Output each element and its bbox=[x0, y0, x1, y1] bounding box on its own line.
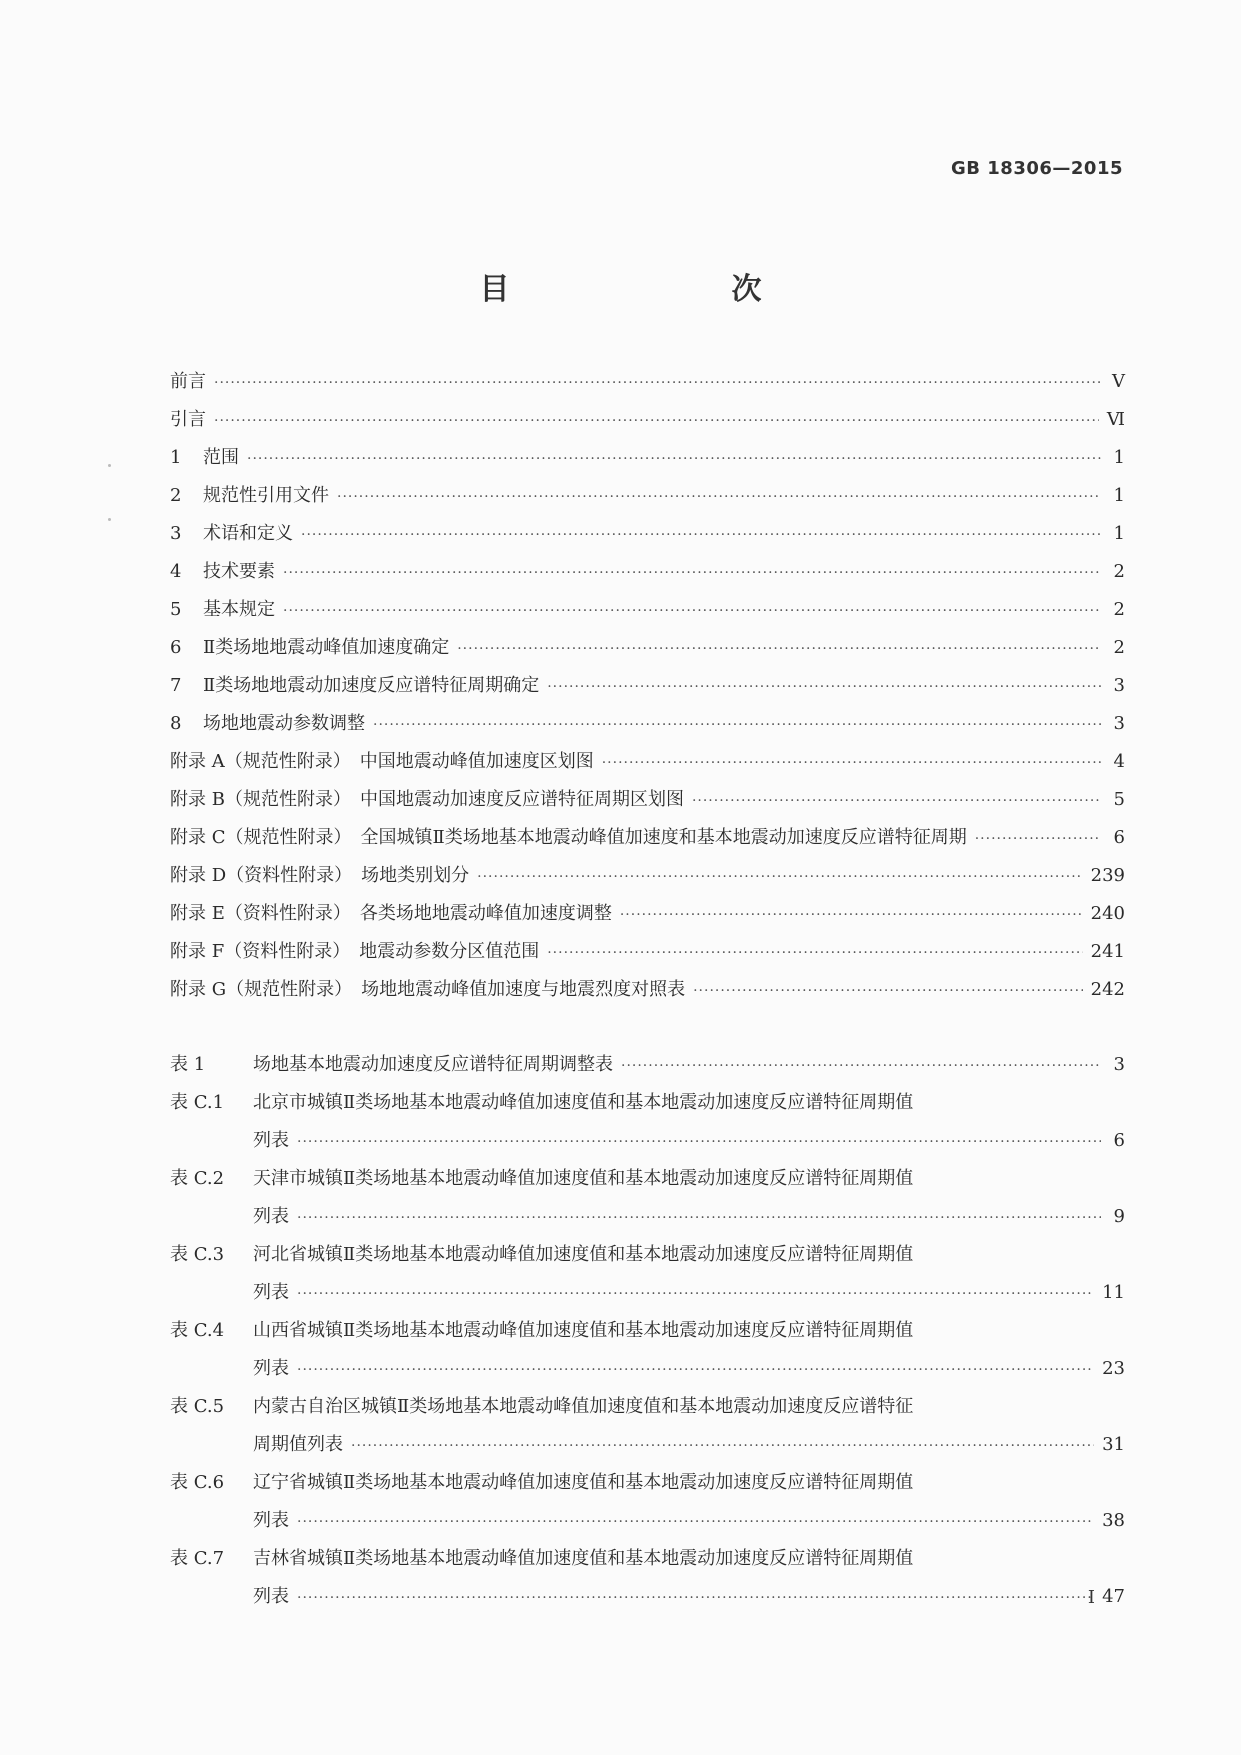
toc-entry[interactable] bbox=[170, 363, 1125, 401]
toc-entry-title: 术语和定义 bbox=[203, 523, 293, 544]
dot-leader bbox=[547, 934, 1082, 972]
table-entry-line bbox=[170, 1578, 1125, 1616]
table-entry-line bbox=[170, 1350, 1125, 1388]
toc-entry-page: 241 bbox=[1090, 941, 1125, 962]
dot-leader bbox=[297, 1199, 1101, 1237]
toc-entry-title: 附录 C（规范性附录） 全国城镇Ⅱ类场地基本地震动峰值加速度和基本地震动加速度反应谱特征周期 bbox=[170, 827, 967, 848]
toc-entry-page: 1 bbox=[1113, 485, 1125, 506]
dot-leader bbox=[337, 478, 1101, 516]
toc-entry[interactable] bbox=[170, 401, 1125, 439]
table-entry-line bbox=[170, 1160, 1125, 1198]
toc-entry-title: 场地地震动参数调整 bbox=[203, 713, 365, 734]
toc-entry[interactable] bbox=[170, 933, 1125, 971]
dot-leader bbox=[477, 858, 1082, 896]
table-entry-title: 河北省城镇Ⅱ类场地基本地震动峰值加速度值和基本地震动加速度反应谱特征周期值 bbox=[253, 1244, 914, 1265]
toc-entry[interactable] bbox=[170, 971, 1125, 1009]
table-entry-number: 表 C.6 bbox=[170, 1472, 225, 1493]
page-title: 目 次 bbox=[479, 272, 816, 307]
toc-entry-page: 3 bbox=[1113, 675, 1125, 696]
dot-leader bbox=[301, 516, 1101, 554]
table-entry[interactable] bbox=[170, 1236, 1125, 1312]
toc-list bbox=[170, 363, 1125, 1009]
table-entry-title-continued: 列表 bbox=[253, 1206, 289, 1227]
table-entry[interactable] bbox=[170, 1046, 1125, 1084]
dot-leader bbox=[283, 592, 1101, 630]
table-entry-title: 吉林省城镇Ⅱ类场地基本地震动峰值加速度值和基本地震动加速度反应谱特征周期值 bbox=[253, 1548, 914, 1569]
table-entry-number: 表 C.1 bbox=[170, 1092, 225, 1113]
toc-entry[interactable] bbox=[170, 667, 1125, 705]
toc-entry-number: 4 bbox=[170, 561, 182, 582]
scan-speck bbox=[108, 464, 111, 467]
table-entry-line bbox=[170, 1122, 1125, 1160]
dot-leader bbox=[297, 1275, 1094, 1313]
toc-entry-number: 3 bbox=[170, 523, 182, 544]
toc-entry-title: 附录 F（资料性附录） 地震动参数分区值范围 bbox=[170, 941, 540, 962]
table-entry-title: 北京市城镇Ⅱ类场地基本地震动峰值加速度值和基本地震动加速度反应谱特征周期值 bbox=[253, 1092, 914, 1113]
toc-entry-title: Ⅱ类场地地震动峰值加速度确定 bbox=[203, 637, 450, 658]
dot-leader bbox=[457, 630, 1101, 668]
toc-entry[interactable] bbox=[170, 591, 1125, 629]
table-entry-page: 38 bbox=[1102, 1510, 1125, 1531]
table-entry-title-continued: 列表 bbox=[253, 1358, 289, 1379]
table-entry-page: 31 bbox=[1102, 1434, 1125, 1455]
toc-entry-page: 5 bbox=[1113, 789, 1125, 810]
table-entry-page: 9 bbox=[1113, 1206, 1125, 1227]
table-entry[interactable] bbox=[170, 1540, 1125, 1616]
toc-entry-page: 3 bbox=[1113, 713, 1125, 734]
table-entry-title: 场地基本地震动加速度反应谱特征周期调整表 bbox=[253, 1054, 613, 1075]
toc-entry-number: 6 bbox=[170, 637, 182, 658]
toc-entry[interactable] bbox=[170, 895, 1125, 933]
table-entry-line bbox=[170, 1084, 1125, 1122]
dot-leader bbox=[283, 554, 1101, 592]
table-entry-title-continued: 列表 bbox=[253, 1586, 289, 1607]
table-entry-title-continued: 列表 bbox=[253, 1130, 289, 1151]
dot-leader bbox=[975, 820, 1101, 858]
dot-leader bbox=[297, 1503, 1094, 1541]
toc-entry[interactable] bbox=[170, 857, 1125, 895]
toc-entry-number: 8 bbox=[170, 713, 182, 734]
dot-leader bbox=[214, 402, 1099, 440]
toc-entry-page: Ⅴ bbox=[1112, 371, 1125, 392]
toc-entry-page: 1 bbox=[1113, 447, 1125, 468]
toc-entry-number: 2 bbox=[170, 485, 182, 506]
dot-leader bbox=[692, 782, 1101, 820]
table-entry-title: 天津市城镇Ⅱ类场地基本地震动峰值加速度值和基本地震动加速度反应谱特征周期值 bbox=[253, 1168, 914, 1189]
table-list bbox=[170, 1046, 1125, 1616]
dot-leader bbox=[214, 364, 1101, 402]
table-entry[interactable] bbox=[170, 1160, 1125, 1236]
toc-entry[interactable] bbox=[170, 515, 1125, 553]
dot-leader bbox=[373, 706, 1101, 744]
toc-entry[interactable] bbox=[170, 781, 1125, 819]
dot-leader bbox=[297, 1579, 1094, 1617]
table-entry-page: 23 bbox=[1102, 1358, 1125, 1379]
dot-leader bbox=[547, 668, 1101, 706]
toc-entry-page: 6 bbox=[1113, 827, 1125, 848]
toc-entry[interactable] bbox=[170, 743, 1125, 781]
toc-entry[interactable] bbox=[170, 477, 1125, 515]
table-entry-line bbox=[170, 1388, 1125, 1426]
toc-entry-title: 附录 G（规范性附录） 场地地震动峰值加速度与地震烈度对照表 bbox=[170, 979, 686, 1000]
dot-leader bbox=[247, 440, 1101, 478]
toc-entry-page: 240 bbox=[1090, 903, 1125, 924]
toc-entry-page: Ⅵ bbox=[1106, 409, 1125, 430]
table-entry-number: 表 C.7 bbox=[170, 1548, 225, 1569]
table-entry-line bbox=[170, 1274, 1125, 1312]
table-entry-title-continued: 周期值列表 bbox=[253, 1434, 343, 1455]
toc-entry-title: 技术要素 bbox=[203, 561, 275, 582]
dot-leader bbox=[351, 1427, 1094, 1465]
toc-entry-title: 附录 B（规范性附录） 中国地震动加速度反应谱特征周期区划图 bbox=[170, 789, 684, 810]
scan-speck bbox=[108, 518, 111, 521]
table-entry-title-continued: 列表 bbox=[253, 1510, 289, 1531]
table-entry-title: 内蒙古自治区城镇Ⅱ类场地基本地震动峰值加速度值和基本地震动加速度反应谱特征 bbox=[253, 1396, 914, 1417]
table-entry-line bbox=[170, 1502, 1125, 1540]
table-entry-number: 表 C.3 bbox=[170, 1244, 225, 1265]
page-number: Ⅰ bbox=[1087, 1587, 1095, 1608]
table-entry-page: 11 bbox=[1102, 1282, 1125, 1303]
toc-entry[interactable] bbox=[170, 705, 1125, 743]
toc-entry-title: Ⅱ类场地地震动加速度反应谱特征周期确定 bbox=[203, 675, 540, 696]
toc-entry-page: 2 bbox=[1113, 637, 1125, 658]
toc-entry-title: 附录 D（资料性附录） 场地类别划分 bbox=[170, 865, 470, 886]
table-entry-line bbox=[170, 1464, 1125, 1502]
toc-entry[interactable] bbox=[170, 629, 1125, 667]
toc-entry[interactable] bbox=[170, 553, 1125, 591]
standard-code: GB 18306—2015 bbox=[951, 158, 1123, 179]
table-entry-title: 山西省城镇Ⅱ类场地基本地震动峰值加速度值和基本地震动加速度反应谱特征周期值 bbox=[253, 1320, 914, 1341]
table-entry[interactable] bbox=[170, 1084, 1125, 1160]
table-entry-number: 表 C.4 bbox=[170, 1320, 225, 1341]
table-entry-number: 表 1 bbox=[170, 1054, 206, 1075]
dot-leader bbox=[693, 972, 1083, 1010]
table-entry-number: 表 C.2 bbox=[170, 1168, 225, 1189]
dot-leader bbox=[297, 1351, 1094, 1389]
toc-entry-title: 附录 A（规范性附录） 中国地震动峰值加速度区划图 bbox=[170, 751, 594, 772]
toc-entry-number: 5 bbox=[170, 599, 182, 620]
toc-entry-page: 242 bbox=[1090, 979, 1125, 1000]
table-entry-line bbox=[170, 1426, 1125, 1464]
toc-entry-title: 附录 E（资料性附录） 各类场地地震动峰值加速度调整 bbox=[170, 903, 612, 924]
toc-entry-page: 1 bbox=[1113, 523, 1125, 544]
table-entry[interactable] bbox=[170, 1388, 1125, 1464]
toc-entry-number: 7 bbox=[170, 675, 182, 696]
toc-entry-page: 4 bbox=[1113, 751, 1125, 772]
toc-entry-title: 基本规定 bbox=[203, 599, 275, 620]
toc-entry-number: 1 bbox=[170, 447, 182, 468]
table-entry-title: 辽宁省城镇Ⅱ类场地基本地震动峰值加速度值和基本地震动加速度反应谱特征周期值 bbox=[253, 1472, 914, 1493]
table-entry-page: 47 bbox=[1102, 1586, 1125, 1607]
table-entry-title-continued: 列表 bbox=[253, 1282, 289, 1303]
table-entry-page: 6 bbox=[1113, 1130, 1125, 1151]
table-entry[interactable] bbox=[170, 1464, 1125, 1540]
table-entry-line bbox=[170, 1198, 1125, 1236]
table-entry-page: 3 bbox=[1113, 1054, 1125, 1075]
toc-entry[interactable] bbox=[170, 819, 1125, 857]
table-entry[interactable] bbox=[170, 1312, 1125, 1388]
table-entry-number: 表 C.5 bbox=[170, 1396, 225, 1417]
toc-entry-title: 前言 bbox=[170, 371, 206, 392]
toc-entry-title: 规范性引用文件 bbox=[203, 485, 329, 506]
table-entry-line bbox=[170, 1046, 1125, 1084]
toc-entry-title: 引言 bbox=[170, 409, 206, 430]
table-entry-line bbox=[170, 1236, 1125, 1274]
table-entry-line bbox=[170, 1540, 1125, 1578]
toc-entry-page: 2 bbox=[1113, 561, 1125, 582]
toc-entry[interactable] bbox=[170, 439, 1125, 477]
toc-entry-page: 2 bbox=[1113, 599, 1125, 620]
table-entry-line bbox=[170, 1312, 1125, 1350]
dot-leader bbox=[297, 1123, 1101, 1161]
dot-leader bbox=[620, 896, 1083, 934]
dot-leader bbox=[621, 1047, 1101, 1085]
dot-leader bbox=[602, 744, 1101, 782]
toc-entry-page: 239 bbox=[1090, 865, 1125, 886]
toc-entry-title: 范围 bbox=[203, 447, 239, 468]
